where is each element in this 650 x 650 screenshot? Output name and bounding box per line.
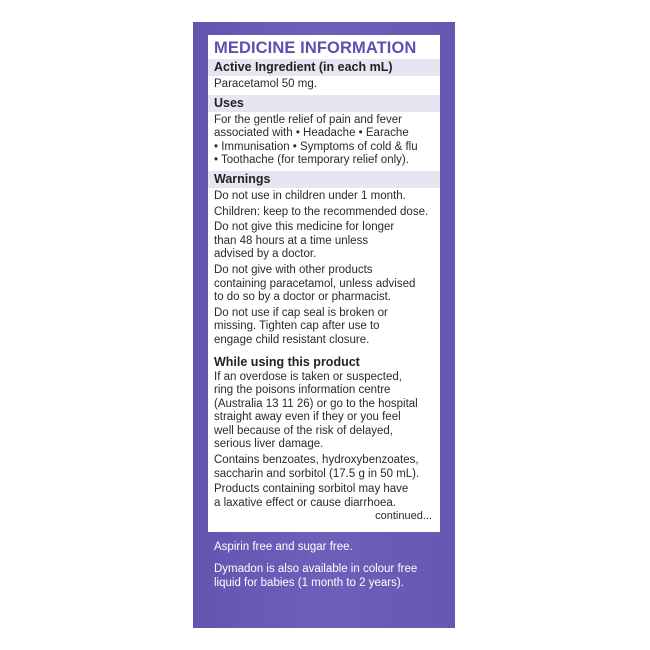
- overdose-text: serious liver damage.: [214, 438, 324, 451]
- warning-text: to do so by a doctor or pharmacist.: [214, 291, 392, 304]
- warning-text: Do not use in children under 1 month.: [214, 189, 406, 202]
- sorbitol-text: Products containing sorbitol may have: [214, 483, 409, 496]
- medicine-information-card: [208, 35, 440, 532]
- overdose-text: If an overdose is taken or suspected,: [214, 370, 402, 383]
- warning-text: Do not give this medicine for longer: [214, 221, 395, 234]
- warning-text: Children: keep to the recommended dose.: [214, 205, 429, 218]
- warning-text: containing paracetamol, unless advised: [214, 277, 416, 290]
- warnings-heading: Warnings: [208, 171, 440, 188]
- overdose-text: (Australia 13 11 26) or go to the hospital: [214, 397, 418, 410]
- card-title: MEDICINE INFORMATION: [214, 39, 417, 57]
- uses-line: For the gentle relief of pain and fever: [214, 113, 402, 126]
- warning-text: than 48 hours at a time unless: [214, 234, 369, 247]
- uses-line: associated with • Headache • Earache: [214, 127, 409, 140]
- uses-heading: Uses: [208, 95, 440, 112]
- while-using-heading: While using this product: [214, 354, 360, 369]
- continued-label: continued...: [375, 510, 432, 523]
- aspirin-free-text: Aspirin free and sugar free.: [214, 541, 353, 553]
- dymadon-text: Dymadon is also available in colour free: [214, 563, 418, 575]
- contains-text: saccharin and sorbitol (17.5 g in 50 mL).: [214, 467, 420, 480]
- warning-text: Do not give with other products: [214, 263, 373, 276]
- overdose-text: straight away even if they or you feel: [214, 411, 401, 424]
- warning-text: advised by a doctor.: [214, 248, 317, 261]
- warning-text: missing. Tighten cap after use to: [214, 320, 380, 333]
- overdose-text: well because of the risk of delayed,: [214, 424, 393, 437]
- sorbitol-text: a laxative effect or cause diarrhoea.: [214, 496, 396, 509]
- uses-line: • Toothache (for temporary relief only).: [214, 154, 409, 167]
- warning-text: engage child resistant closure.: [214, 333, 370, 346]
- uses-line: • Immunisation • Symptoms of cold & flu: [214, 140, 418, 153]
- warning-text: Do not use if cap seal is broken or: [214, 306, 388, 319]
- contains-text: Contains benzoates, hydroxybenzoates,: [214, 454, 419, 467]
- overdose-text: ring the poisons information centre: [214, 384, 391, 397]
- active-ingredient-heading: Active Ingredient (in each mL): [208, 59, 440, 76]
- dymadon-text: liquid for babies (1 month to 2 years).: [214, 577, 404, 589]
- active-ingredient-text: Paracetamol 50 mg.: [214, 78, 317, 90]
